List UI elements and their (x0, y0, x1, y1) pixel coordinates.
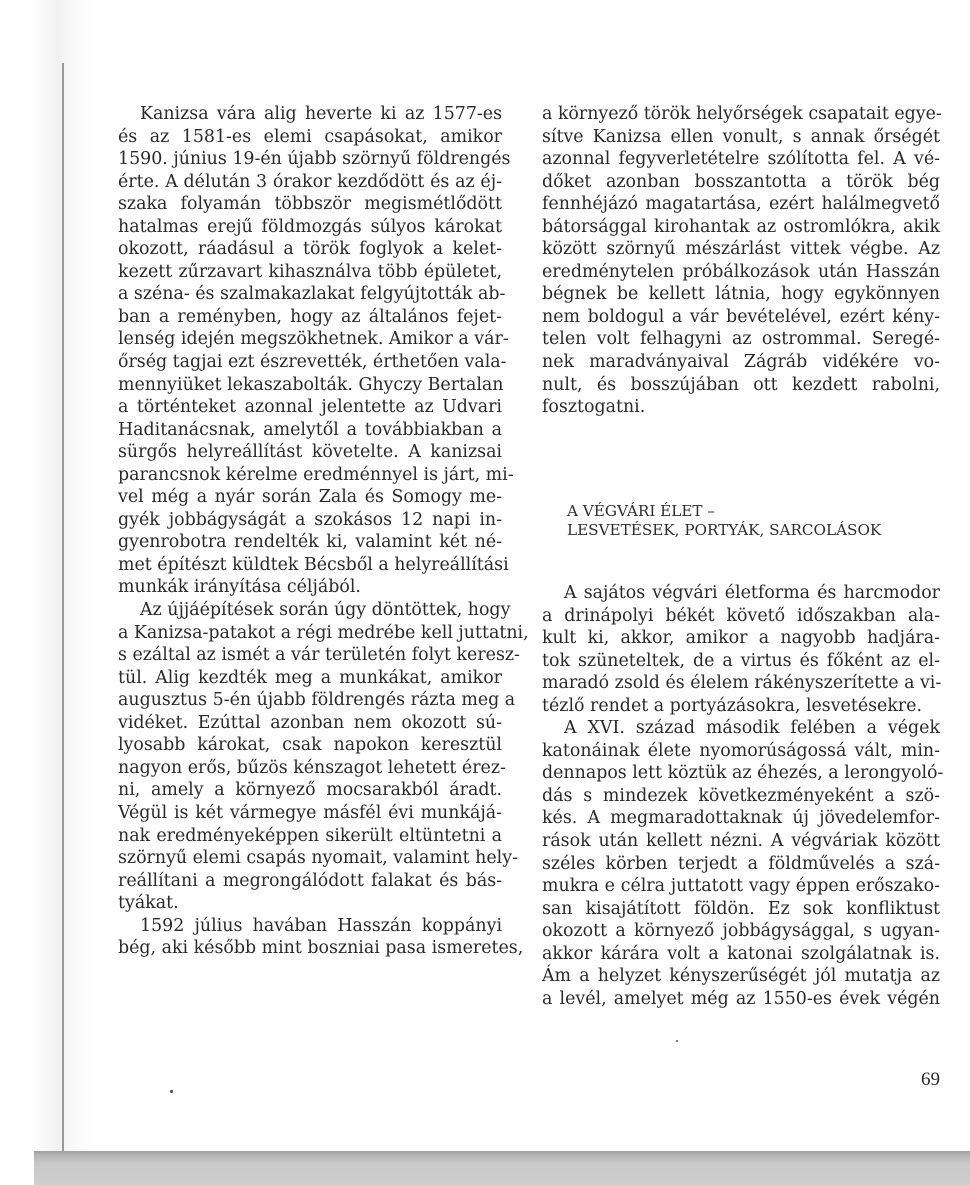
text-line: Az újjáépítések során úgy döntöttek, hogy (140, 600, 511, 621)
text-line: met építészt küldtek Bécsből a helyreállítási (118, 554, 509, 575)
left-text-column (118, 103, 529, 960)
text-line: nult, és bosszújában ott kezdett rabolni, (542, 374, 940, 395)
scan-spine-line (62, 63, 64, 1153)
text-line: eredménytelen próbálkozások után Hasszán (542, 261, 940, 282)
text-line: ni, amely a környező mocsarakból áradt. (118, 780, 502, 801)
text-line: tyákat. (118, 893, 179, 914)
text-line: gyenrobotra rendelték ki, valamint két né- (118, 532, 502, 553)
text-line: dőket azonban bosszantotta a török bég (542, 171, 940, 192)
text-line: san kisajátított földön. Ez sok konfliktust (542, 898, 940, 919)
text-line: augusztus 5-én újabb földrengés rázta meg a (118, 690, 516, 711)
text-line: azonnal fegyverletételre szólította fel. A vé- (542, 149, 940, 170)
text-line: bátorsággal kirohantak az ostromlókra, akik (542, 216, 940, 237)
right-text-column-bottom (542, 582, 944, 1010)
text-line: sürgős helyreállítást követelte. A kanizsai (118, 442, 502, 463)
text-line: munkák irányítása céljából. (118, 577, 361, 598)
text-line: kezett zűrzavart kihasználva több épületet, (118, 261, 502, 282)
section-heading-line-2: LESVETÉSEK, PORTYÁK, SARCOLÁSOK (567, 521, 882, 539)
scan-left-shadow (0, 0, 95, 1152)
text-line: szaka folyamán többször megismétlődött (118, 194, 502, 215)
text-line: kés. A megmaradottaknak új jövedelemfor- (542, 808, 940, 829)
text-line: érte. A délután 3 órakor kezdődött és az éj- (118, 171, 502, 192)
scan-bottom-band (34, 1151, 970, 1185)
page-number: 69 (921, 1069, 940, 1090)
text-line: fennhéjázó magatartása, ezért halálmegvető (542, 194, 940, 215)
text-line: Végül is két vármegye másfél évi munkájá- (118, 802, 502, 823)
section-heading-line-1: A VÉGVÁRI ÉLET – (567, 502, 715, 520)
text-line: 1590. június 19-én újabb szörnyű földrengés (118, 149, 511, 170)
text-line: őrség tagjai ezt észrevették, érthetően vala- (118, 352, 507, 373)
text-line: dás s mindezek következményeként a szö- (542, 785, 940, 806)
text-line: Kanizsa vára alig heverte ki az 1577-es (140, 104, 502, 124)
text-line: a Kanizsa-patakot a régi medrébe kell juttatni, (118, 622, 529, 643)
scan-speck (170, 1090, 173, 1093)
text-line: Haditanácsnak, amelytől a továbbiakban a (118, 419, 502, 440)
text-line: tok szüneteltek, de a virtus és főként az el- (542, 650, 940, 671)
section-heading (567, 502, 881, 540)
text-line: bég, aki később mint boszniai pasa ismeretes, (118, 938, 524, 959)
text-line: maradó zsold és élelem rákényszerítette a vi- (542, 673, 942, 694)
text-line: Ám a helyzet kényszerűségét jól mutatja az (542, 966, 940, 987)
scan-speck (676, 1040, 678, 1042)
text-line: okozott a környező jobbágysággal, s ugyan- (542, 921, 940, 942)
text-line: lenség idején megszökhetnek. Amikor a vár- (118, 329, 509, 350)
text-line: széles körben terjedt a földművelés a szá- (542, 853, 940, 874)
right-text-column-top (542, 103, 940, 419)
text-line: akkor kárára volt a katonai szolgálatnak is. (542, 943, 940, 964)
text-line: nak eredményeképpen sikerült eltüntetni a (118, 825, 502, 846)
text-line: dennapos lett köztük az éhezés, a lerongyoló- (542, 763, 944, 784)
text-line: lyosabb károkat, csak napokon keresztül (118, 735, 502, 756)
text-line: tézlő rendet a portyázásokra, lesvetésekre. (542, 695, 923, 716)
text-line: katonáinak élete nyomorúságossá vált, min- (542, 740, 940, 761)
text-line: és az 1581-es elemi csapásokat, amikor (118, 126, 502, 147)
text-line: a környező török helyőrségek csapatait egye- (542, 104, 942, 124)
text-line: között szörnyű mészárlást vittek végbe. Az (542, 239, 940, 260)
text-line: a levél, amelyet még az 1550-es évek végén (542, 988, 940, 1009)
text-line: mennyiüket lekaszabolták. Ghyczy Bertalan (118, 374, 504, 395)
text-line: A sajátos végvári életforma és harcmodor (564, 583, 940, 603)
text-line: nem boldogul a vár bevételével, ezért kény- (542, 306, 940, 327)
text-line: vidéket. Ezúttal azonban nem okozott sú- (118, 712, 502, 733)
text-line: vel még a nyár során Zala és Somogy me- (118, 487, 502, 508)
text-line: mukra e célra juttatott vagy éppen erőszako- (542, 876, 940, 897)
text-line: szörnyű elemi csapás nyomait, valamint hely- (118, 848, 518, 869)
text-line: reállítani a megrongálódott falakat és bás- (118, 870, 502, 891)
text-line: a széna- és szalmakazlakat felgyújtották ab- (118, 284, 506, 305)
text-line: tül. Alig kezdték meg a munkákat, amikor (118, 667, 502, 688)
text-line: nagyon erős, bűzös kénszagot lehetett érez- (118, 757, 506, 778)
text-line: hatalmas erejű földmozgás súlyos károkat (118, 216, 502, 237)
text-line: bégnek be kellett látnia, hogy egykönnyen (542, 284, 940, 305)
text-line: kult ki, akkor, amikor a nagyobb hadjára- (542, 628, 940, 649)
text-line: sítve Kanizsa ellen vonult, s annak őrségét (542, 126, 940, 147)
text-line: A XVI. század második felében a végek (564, 718, 940, 739)
text-line: telen volt felhagyni az ostrommal. Seregé- (542, 329, 940, 350)
text-line: a történteket azonnal jelentette az Udvari (118, 397, 502, 418)
text-line: fosztogatni. (542, 397, 646, 418)
text-line: okozott, ráadásul a török foglyok a kelet- (118, 239, 502, 260)
text-line: nek maradványaival Zágráb vidékére vo- (542, 352, 940, 373)
text-line: rások után kellett nézni. A végváriak között (542, 831, 940, 852)
text-line: a drinápolyi békét követő időszakban ala- (542, 605, 940, 626)
text-line: 1592 július havában Hasszán koppányi (140, 915, 502, 936)
text-line: parancsnok kérelme eredménnyel is járt, mi- (118, 464, 514, 485)
text-line: ban a reményben, hogy az általános fejet- (118, 306, 502, 327)
text-line: s ezáltal az ismét a vár területén folyt keresz- (118, 645, 520, 666)
text-line: gyék jobbágyságát a szokásos 12 napi in- (118, 509, 502, 530)
